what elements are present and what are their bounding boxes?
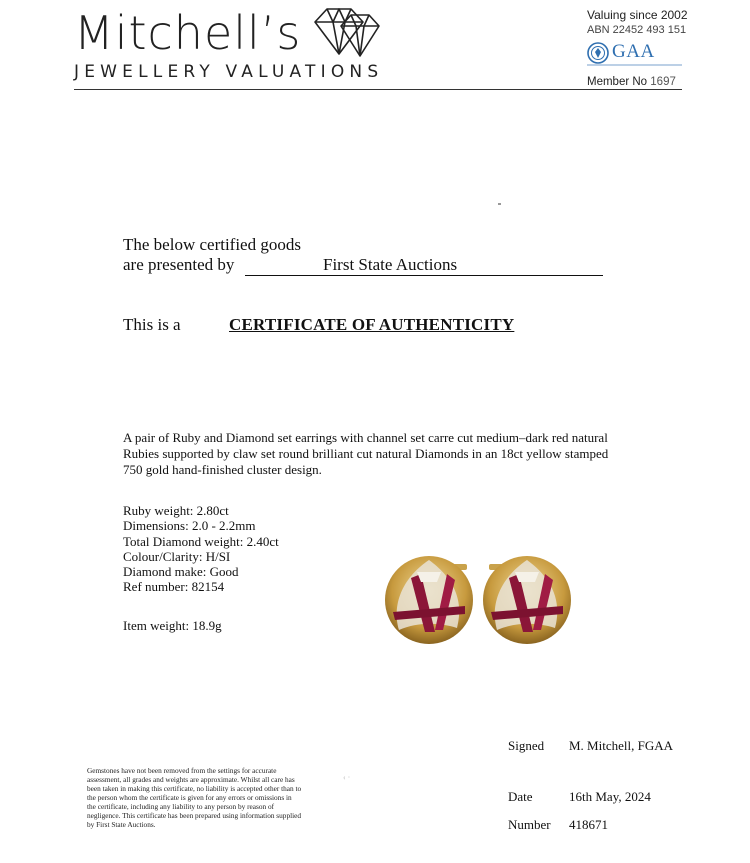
member-label: Member No (587, 76, 648, 88)
certificate-intro: This is a (123, 315, 181, 334)
spec-dimensions: Dimensions: 2.0 - 2.2mm (123, 518, 256, 534)
spec-diamond-weight: Total Diamond weight: 2.40ct (123, 533, 279, 549)
member-value: 1697 (650, 76, 676, 88)
presenter-name: First State Auctions (323, 255, 458, 274)
gaa-badge (587, 39, 687, 67)
number-value: 418671 (569, 817, 608, 832)
gaa-seal-icon (587, 42, 609, 64)
member-number (587, 75, 687, 90)
brand-subtitle: JEWELLERY VALUATIONS (74, 62, 384, 82)
header-credentials (587, 8, 687, 90)
watermark-mark: ‹ · (343, 773, 351, 782)
spec-ref-number: Ref number: 82154 (123, 579, 225, 595)
abn-number: ABN 22452 493 151 (587, 24, 687, 36)
date-label: Date (508, 789, 533, 804)
spec-colour-clarity: Colour/Clarity: H/SI (123, 548, 231, 564)
disclaimer-text: Gemstones have not been removed from the settings for accurate assessment, all grades and weights are approximate. Whilst all care has been taken in making this certificate, no liability is accepted other than to the person whom the certificate is given for any errors or omissions in the certificate, including any liability to any person by reason of negligence. This certificate has been prepared using information supplied by First State Auctions. (87, 766, 302, 829)
presenter-field (245, 255, 603, 276)
header-divider (74, 89, 682, 90)
item-weight: Item weight: 18.9g (123, 618, 222, 633)
valuing-since: Valuing since 2002 (587, 8, 688, 22)
certificate-title: CERTIFICATE OF AUTHENTICITY (229, 315, 515, 334)
number-label: Number (508, 817, 551, 832)
signed-value: M. Mitchell, FGAA (569, 738, 673, 753)
spec-list (123, 503, 279, 595)
date-value: 16th May, 2024 (569, 789, 651, 804)
item-description: A pair of Ruby and Diamond set earrings with channel set carre cut medium–dark red natural Rubies supported by claw set round brilliant cut natural Diamonds in an 18ct yellow stamped 750 gold hand-finished cluster design. (123, 430, 609, 477)
spec-ruby-weight: Ruby weight: 2.80ct (123, 503, 229, 518)
presented-block (123, 235, 458, 275)
presented-line2-label: are presented by (123, 255, 235, 274)
earring-left (385, 556, 473, 644)
brand-name: Mitchell’s (74, 6, 302, 60)
speck (498, 203, 501, 205)
gaa-fine-print (587, 64, 682, 66)
earrings-photo (381, 548, 581, 648)
signed-label: Signed (508, 738, 545, 753)
gaa-label: GAA (612, 41, 655, 62)
brand-logo (74, 4, 394, 84)
spec-diamond-make: Diamond make: Good (123, 564, 239, 580)
earring-right (483, 556, 571, 644)
diamond-icon (311, 6, 381, 60)
presented-line1: The below certified goods (123, 235, 301, 254)
presented-line2 (123, 255, 458, 275)
